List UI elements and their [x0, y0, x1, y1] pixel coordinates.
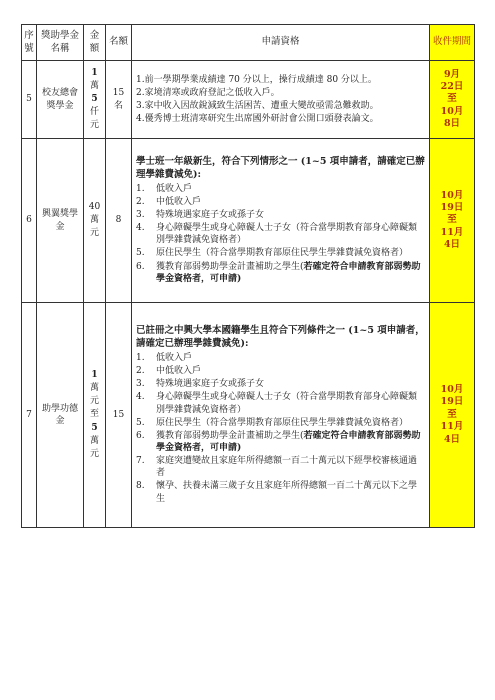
item-number: 3.: [136, 379, 145, 390]
item-text: 低收入戶: [156, 183, 193, 194]
period-line: 4日: [443, 433, 461, 445]
list-item: [136, 222, 425, 246]
amount-line: 萬: [89, 214, 99, 225]
item-number: 5.: [136, 417, 145, 428]
list-item: [136, 455, 425, 479]
period-line: 8日: [443, 118, 461, 130]
period-line: 至: [447, 214, 457, 226]
item-text: 懷孕、扶養未滿三歲子女且家庭年所得總額一百二十萬元以下之學生: [156, 481, 418, 504]
period-line: 至: [447, 93, 457, 105]
amount-line: 萬: [89, 383, 99, 394]
list-item: [136, 247, 425, 259]
item-number: 1.: [136, 183, 145, 194]
period-line: 19日: [440, 396, 464, 408]
item-number: 1.: [136, 352, 145, 363]
amount-line: 元: [89, 396, 99, 407]
amount-line: 至: [89, 409, 99, 420]
item-number: 3.: [136, 210, 145, 221]
amount-line: 萬: [89, 80, 99, 91]
amount-line: 1: [91, 370, 98, 381]
item-text: 身心障礙學生或身心障礙人士子女（符合當學期教育部身心障礙類別學雜費減免資格者）: [156, 223, 418, 246]
header-row: [22, 25, 475, 61]
row-seq: 5: [22, 61, 37, 139]
row-period: [430, 139, 475, 303]
list-item: [136, 365, 425, 377]
row-name: 助學功德金: [37, 303, 84, 528]
amount-line: 40: [88, 201, 101, 212]
item-text: 低收入戶: [156, 352, 193, 363]
requirement-item: 1.前一學期學業成績達 70 分以上，操行成績達 80 分以上。: [136, 74, 377, 85]
amount-line: 仟: [89, 107, 99, 118]
row-quota: 8: [106, 139, 132, 303]
requirement-item: 2.家境清寒或政府登記之低收入戶。: [136, 87, 280, 98]
amount-line: 萬: [89, 435, 99, 446]
scholarship-table: [21, 24, 475, 528]
requirement-list: [136, 183, 425, 285]
header-seq: 序號: [22, 25, 37, 61]
amount-line: 元: [89, 448, 99, 459]
item-number: 4.: [136, 392, 145, 403]
item-text: 身心障礙學生或身心障礙人士子女（符合當學期教育部身心障礙類別學雜費減免資格者）: [156, 392, 418, 415]
row-quota: 15 名: [106, 61, 132, 139]
table-row: [22, 61, 475, 139]
period-line: 11月: [440, 421, 464, 433]
row-amount: [84, 61, 106, 139]
header-requirements: 申請資格: [132, 25, 430, 61]
list-item: [136, 480, 425, 504]
list-item: [136, 352, 425, 364]
row-period: [430, 61, 475, 139]
row-seq: 6: [22, 139, 37, 303]
period-line: 19日: [440, 201, 464, 213]
amount-line: 5: [91, 422, 98, 433]
row-requirements: [132, 139, 430, 303]
header-quota: 名額: [106, 25, 132, 61]
row-requirements: [132, 303, 430, 528]
header-amount: 金額: [84, 25, 106, 61]
item-text: 中低收入戶: [156, 366, 202, 377]
list-item: [136, 196, 425, 208]
list-item: [136, 417, 425, 429]
requirement-item: 4.優秀博士班清寒研究生出席國外研討會公開口頭發表論文。: [136, 114, 379, 125]
requirement-item: 3.家中收入因故銳減致生活困苦、遭重大變故亟需急難救助。: [136, 101, 379, 111]
item-text: 家庭突遭變故且家庭年所得總額一百二十萬元以下經學校審核通過者: [156, 456, 418, 479]
row-name: 校友總會獎學金: [37, 61, 84, 139]
period-line: 22日: [440, 80, 464, 92]
period-line: 9月: [443, 68, 461, 80]
table-row: [22, 139, 475, 303]
list-item: [136, 183, 425, 195]
row-amount: [84, 139, 106, 303]
item-number: 2.: [136, 196, 145, 207]
table-row: [22, 303, 475, 528]
requirement-intro: 學士班一年級新生，符合下列情形之一 (1~5 項申請者，請確定已辦理學雜費減免):: [136, 156, 425, 180]
list-item: [136, 261, 425, 285]
row-amount: [84, 303, 106, 528]
period-line: 10月: [440, 189, 464, 201]
item-number: 6.: [136, 261, 145, 272]
period-line: 10月: [440, 384, 464, 396]
item-number: 7.: [136, 456, 145, 467]
period-line: 10月: [440, 105, 464, 117]
list-item: [136, 391, 425, 415]
item-number: 5.: [136, 248, 145, 259]
list-item: [136, 430, 425, 454]
row-seq: 7: [22, 303, 37, 528]
item-text: 獲教育部弱勢助學金計畫補助之學生(: [156, 430, 304, 441]
header-period: 收件期間: [430, 25, 475, 61]
item-text-bold: 若確定符合申請教育部弱勢助學金資格者，可申請): [156, 261, 421, 284]
amount-line: 元: [89, 120, 99, 131]
amount-line: 元: [89, 228, 99, 239]
item-text: 特殊境遇家庭子女或孫子女: [156, 210, 265, 221]
item-number: 4.: [136, 223, 145, 234]
period-line: 4日: [443, 239, 461, 251]
list-item: [136, 378, 425, 390]
row-name: 興翼獎學金: [37, 139, 84, 303]
item-text: 原住民學生（符合當學期教育部原住民學生學雜費減免資格者）: [156, 417, 409, 428]
amount-line: 5: [91, 93, 98, 104]
item-text: 中低收入戶: [156, 196, 202, 207]
amount-line: 1: [91, 67, 98, 78]
item-number: 6.: [136, 430, 145, 441]
period-line: 11月: [440, 226, 464, 238]
item-number: 2.: [136, 366, 145, 377]
row-requirements: [132, 61, 430, 139]
item-text-bold: 若確定符合申請教育部弱勢助學金資格者，可申請): [156, 430, 421, 453]
item-text: 原住民學生（符合當學期教育部原住民學生學雜費減免資格者）: [156, 248, 409, 259]
header-name: 獎助學金名稱: [37, 25, 84, 61]
period-line: 至: [447, 408, 457, 420]
row-period: [430, 303, 475, 528]
list-item: [136, 209, 425, 221]
item-text: 特殊境遇家庭子女或孫子女: [156, 379, 265, 390]
requirement-list: [136, 352, 425, 505]
row-quota: 15: [106, 303, 132, 528]
item-number: 8.: [136, 481, 145, 492]
requirement-intro: 已註冊之中興大學本國籍學生且符合下列條件之一 (1~5 項申請者，請確定已辦理學雜費減免):: [136, 325, 425, 350]
item-text: 獲教育部弱勢助學金計畫補助之學生(: [156, 261, 304, 272]
